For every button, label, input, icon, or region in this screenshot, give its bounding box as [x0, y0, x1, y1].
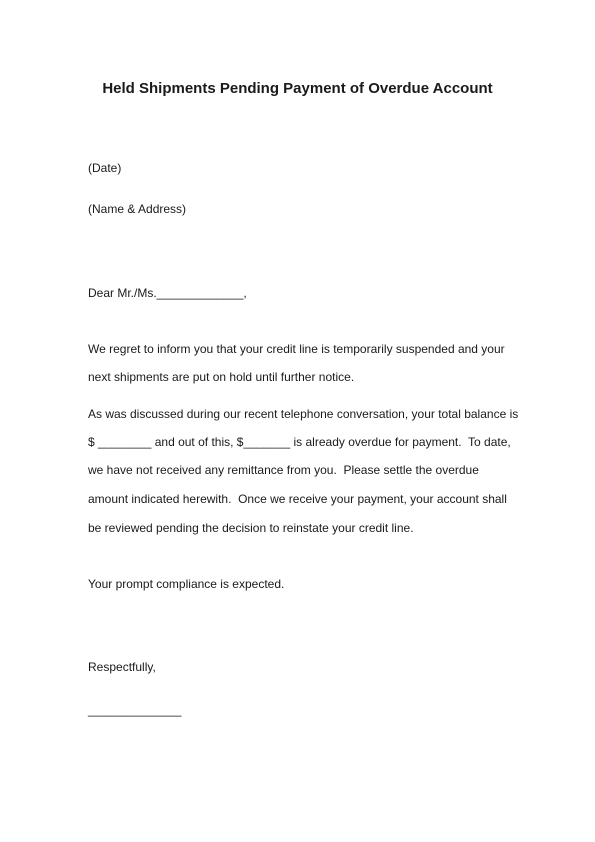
signature-line: ______________ — [88, 703, 182, 717]
salutation: Dear Mr./Ms._____________, — [88, 286, 247, 300]
paragraph-2-line-1: As was discussed during our recent telephone conversation, your total balance is — [88, 407, 519, 421]
paragraph-3: Your prompt compliance is expected. — [88, 577, 285, 591]
name-address-placeholder: (Name & Address) — [88, 202, 187, 216]
paragraph-2-line-3: we have not received any remittance from you. Please settle the overdue — [88, 463, 479, 477]
date-placeholder: (Date) — [88, 161, 122, 175]
document-title: Held Shipments Pending Payment of Overdue Account — [102, 80, 493, 97]
paragraph-2-line-2: $ ________ and out of this, $_______ is already overdue for payment. To date, — [88, 435, 511, 449]
paragraph-1-line-2: next shipments are put on hold until further notice. — [88, 370, 355, 384]
paragraph-2-line-4: amount indicated herewith. Once we receive your payment, your account shall — [88, 492, 507, 506]
closing: Respectfully, — [88, 660, 156, 674]
paragraph-2-line-5: be reviewed pending the decision to reinstate your credit line. — [88, 521, 414, 535]
paragraph-1-line-1: We regret to inform you that your credit line is temporarily suspended and your — [88, 342, 505, 356]
